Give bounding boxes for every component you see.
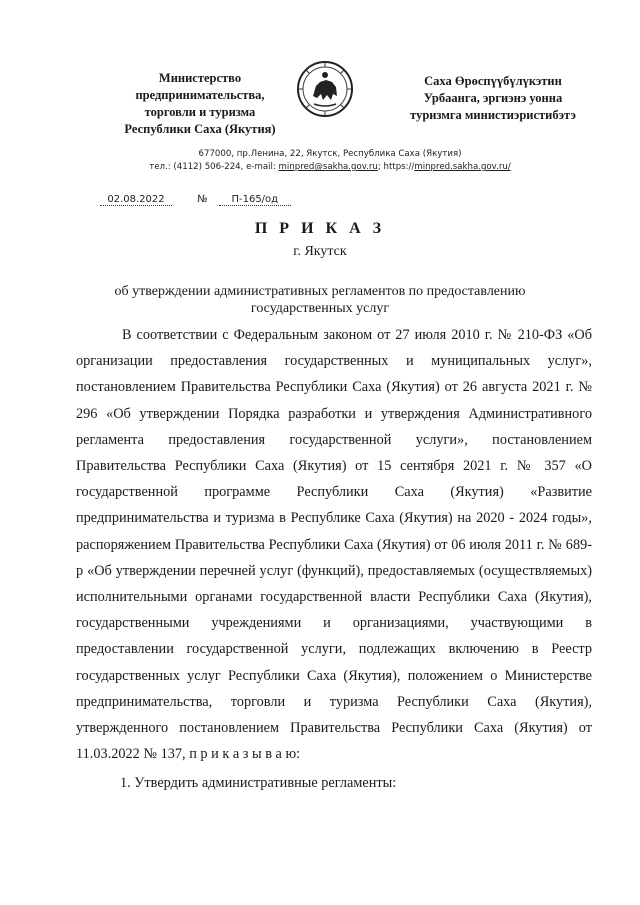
body-paragraph: В соответствии с Федеральным законом от 27 июля 2010 г. № 210-ФЗ «Об организации предоставления государственных и муниципальных услуг», постановлением Правительства Республики Саха (Якутия) от 26 августа 2021 г. № 296 «Об утверждении Порядка разработки и утверждения Административного регламента предоставления государственной услуги», постановлением Правительства Республики Саха (Якутия) от 15 сентября 2021 г. № 357 «О государственной программе Республики Саха (Якутия) «Развитие предпринимательства и туризма в Республике Саха (Якутия) на 2020 - 2024 годы», распоряжением Правительства Республики Саха (Якутия) от 06 июля 2011 г. № 689-р «Об утверждении перечней услуг (функций), предоставляемых (осуществляемых) исполнительными органами государственной власти Республики Саха (Якутия), государственными учреждениями и организациями, участвующими в предоставлении государственной услуги, подлежащих включению в Реестр государственных услуг Республики Саха (Якутия), положением о Министерстве предпринимательства, торговли и туризма Республики Саха (Якутия), утвержденного постановлением Правительства Республики Саха (Якутия) от 11.03.2022 № 137, п р и к а з ы в а ю: xyxy=(76,327,592,763)
ministry-line: Министерство xyxy=(158,71,242,85)
order-date: 02.08.2022 xyxy=(100,194,172,206)
ministry-line: Урбаанга, эргиэнэ уонна xyxy=(423,91,563,105)
contact-info xyxy=(130,148,530,174)
ministry-name-russian xyxy=(100,70,300,138)
number-sign: № xyxy=(197,194,208,205)
document-city: г. Якутск xyxy=(293,244,347,259)
sakha-coat-of-arms-icon xyxy=(296,60,354,118)
website-link[interactable]: minpred.sakha.gov.ru/ xyxy=(414,162,511,172)
order-number: П-165/од xyxy=(219,194,291,206)
site-prefix: ; https:// xyxy=(377,162,415,172)
ministry-name-yakut xyxy=(388,73,598,124)
ministry-line: Саха Өрөспүүбүлүкэтин xyxy=(424,74,562,88)
document-body xyxy=(76,322,592,767)
document-title: П Р И К А З xyxy=(254,220,386,237)
phone: тел.: (4112) 506-224, e-mail: xyxy=(149,162,276,172)
ministry-line: предпринимательства, xyxy=(135,88,265,102)
registration-line xyxy=(100,194,291,206)
ministry-line: торговли и туризма xyxy=(144,105,256,119)
contact-line xyxy=(130,161,530,174)
ministry-line: Республики Саха (Якутия) xyxy=(124,122,276,136)
ministry-line: туризмга министиэристибэтэ xyxy=(410,108,576,122)
address: 677000, пр.Ленина, 22, Якутск, Республика Саха (Якутия) xyxy=(198,149,462,159)
email-link[interactable]: minpred@sakha.gov.ru xyxy=(278,162,378,172)
order-item-1: 1. Утвердить административные регламенты: xyxy=(120,775,397,791)
document-subject: об утверждении административных регламентов по предоставлению государственных услуг xyxy=(114,284,526,316)
